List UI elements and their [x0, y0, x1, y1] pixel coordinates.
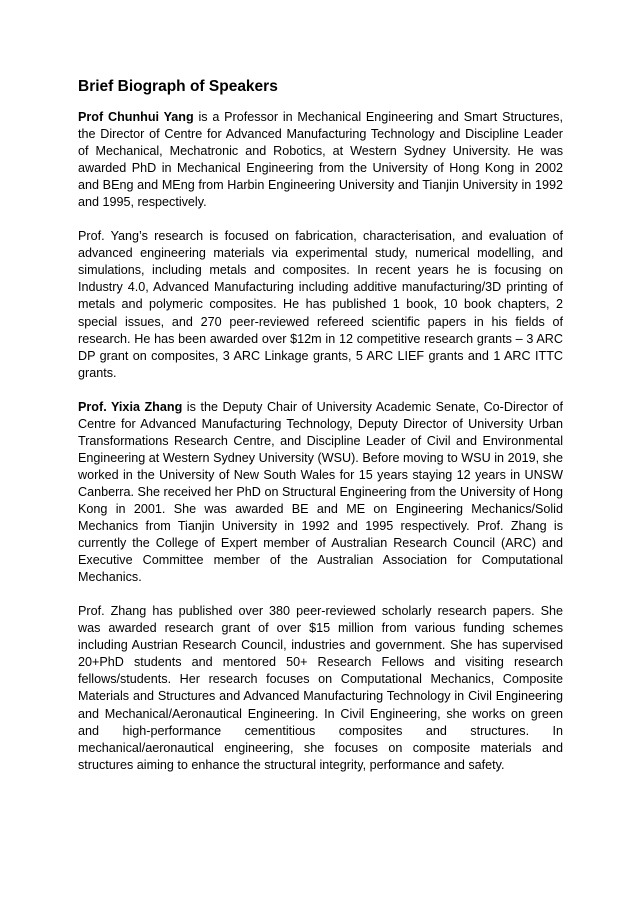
document-page: [78, 77, 563, 791]
speaker-bio-text: is the Deputy Chair of University Academic Senate, Co-Director of Centre for Advanced Manufacturing Technology, Deputy Director of University Urban Transformations Research Centre, and Discipline Leader of Civil and Environmental Engineering at Western Sydney University (WSU). Before moving to WSU in 2019, she worked in the University of New South Wales for 15 years staying 12 years in UNSW Canberra. She received her PhD on Structural Engineering from the University of Hong Kong in 2001. She was awarded BE and ME on Engineering Mechanics/Solid Mechanics from Tianjin University in 1992 and 1995 respectively. Prof. Zhang is currently the College of Expert member of Australian Research Council (ARC) and Executive Committee member of the Australian Association for Computational Mechanics.: [78, 399, 563, 585]
page-title: Brief Biograph of Speakers: [78, 78, 278, 95]
speaker-research-paragraph: Prof. Zhang has published over 380 peer-reviewed scholarly research papers. She was awarded research grant of over $15 million from various funding schemes including Austrian Research Council, industries and government. She has supervised 20+PhD students and mentored 50+ Research Fellows and visiting research fellows/students. Her research focuses on Computational Mechanics, Composite Materials and Structures and Advanced Manufacturing Technology in Civil Engineering and Mechanical/Aeronautical Engineering. In Civil Engineering, she works on green and high-performance cementitious composites and structures. In mechanical/aeronautical engineering, she focuses on composite materials and structures aiming to enhance the structural integrity, performance and safety.: [78, 604, 563, 772]
speaker-name: Prof. Yixia Zhang: [78, 399, 183, 414]
speaker-bio-paragraph: [78, 109, 563, 211]
speaker-bio-text: is a Professor in Mechanical Engineering and Smart Structures, the Director of Centre for Advanced Manufacturing Technology and Discipline Leader of Mechanical, Mechatronic and Robotics, at Western Sydney University. He was awarded PhD in Mechanical Engineering from the University of Hong Kong in 2002 and BEng and MEng from Harbin Engineering University and Tianjin University in 1992 and 1995, respectively.: [78, 110, 563, 210]
speaker-name: Prof Chunhui Yang: [78, 110, 194, 124]
speaker-bio-paragraph: [78, 399, 563, 587]
speaker-research-paragraph: Prof. Yang’s research is focused on fabrication, characterisation, and evaluation of advanced engineering materials via experimental study, numerical modelling, and simulations, including metals and composites. In recent years he is focusing on Industry 4.0, Advanced Manufacturing including additive manufacturing/3D printing of metals and polymeric composites. He has published 1 book, 10 book chapters, 2 special issues, and 270 peer-reviewed refereed scientific papers in his fields of research. He has been awarded over $12m in 12 competitive research grants – 3 ARC DP grant on composites, 3 ARC Linkage grants, 5 ARC LIEF grants and 1 ARC ITTC grants.: [78, 229, 563, 380]
